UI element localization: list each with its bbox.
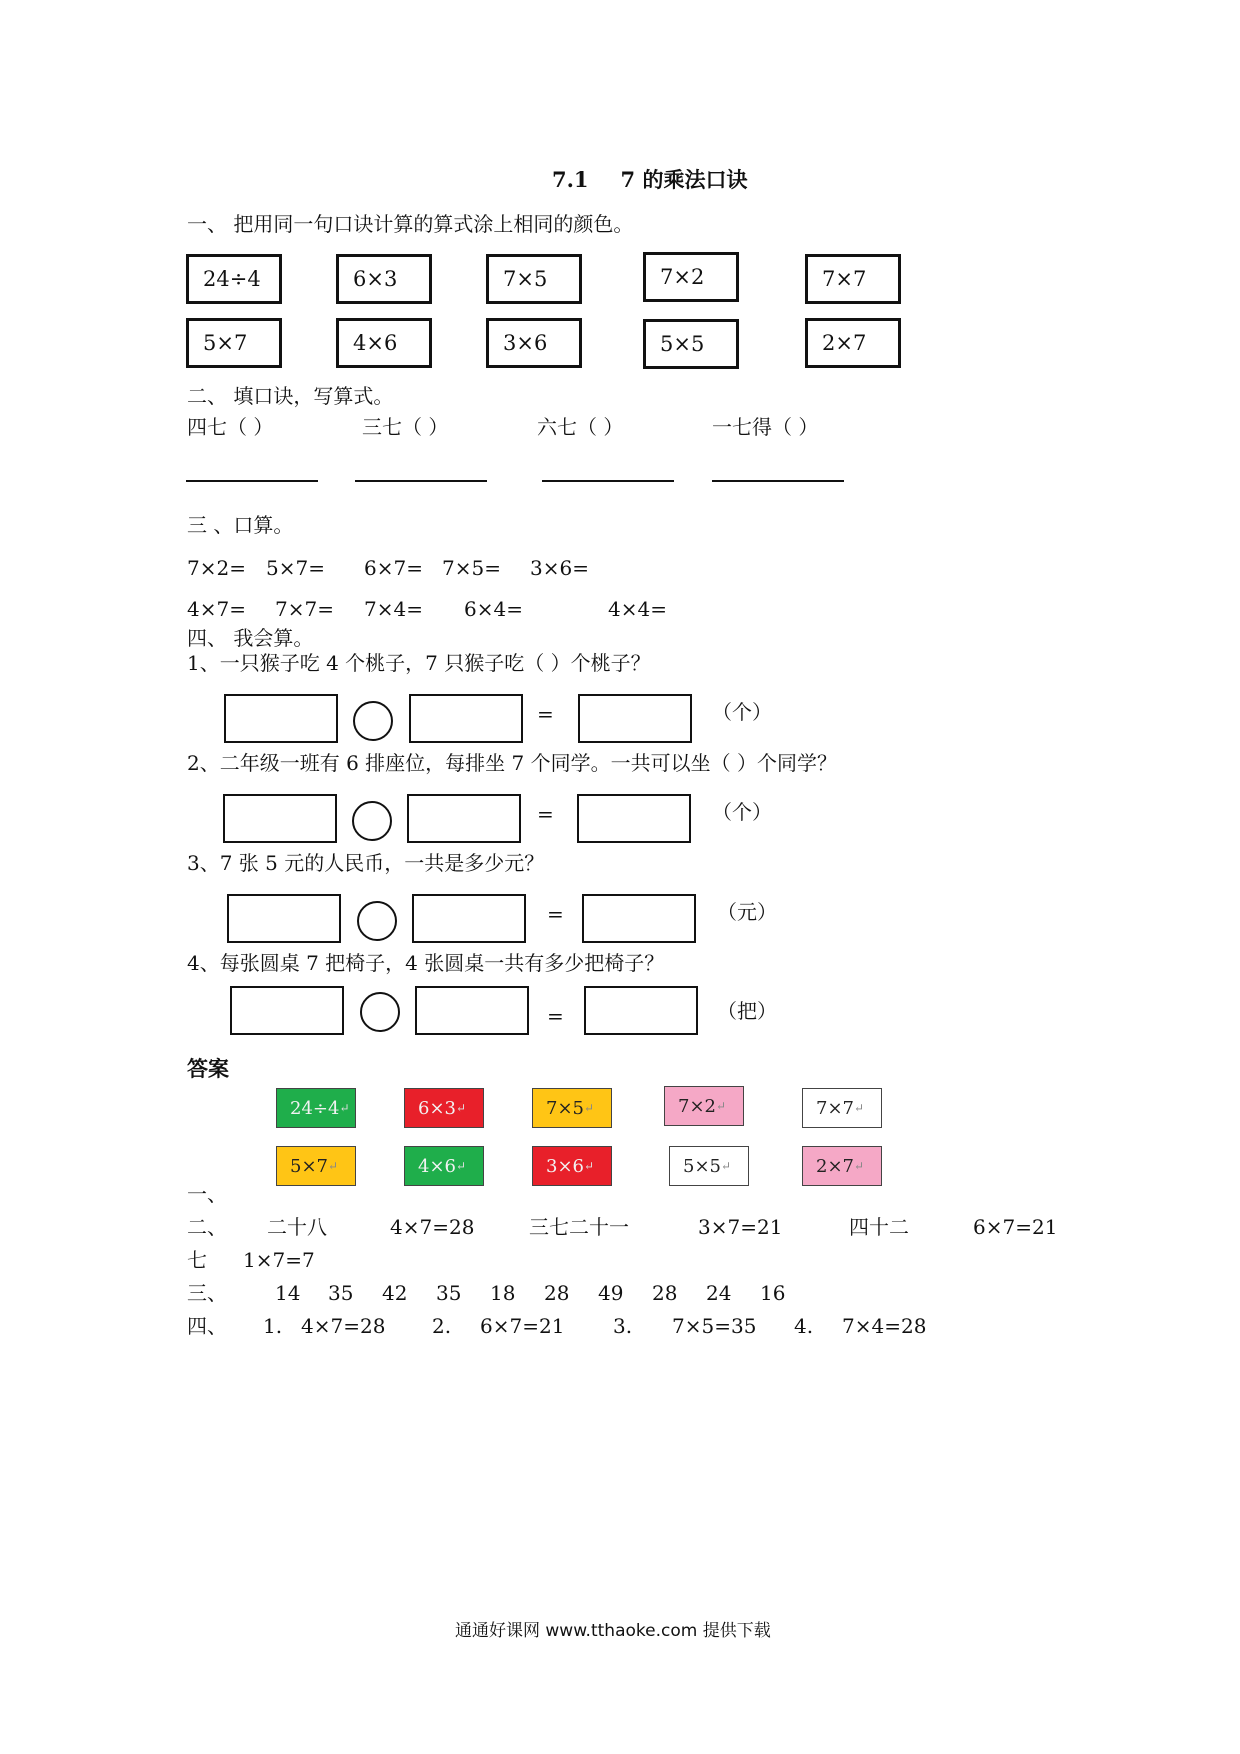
expr-box: 7×7 [805,254,901,304]
answer-value: 18 [490,1281,516,1305]
expr-box: 2×7 [805,318,901,368]
oral-item: 6×7= [364,556,423,580]
answer-line[interactable] [712,480,844,482]
unit-label: （个） [712,800,772,824]
unit-label: （元） [717,900,777,924]
return-mark-icon: ↵ [456,1101,467,1115]
section2-heading: 二、 填口诀，写算式。 [187,384,394,408]
answer-color-box [276,1146,356,1186]
answer-value: 28 [544,1281,570,1305]
answer-number: 4. [794,1314,814,1338]
answer-value: 35 [436,1281,462,1305]
title-text: 7 的乘法口诀 [620,167,748,192]
section3-heading: 三 、口算。 [187,513,294,537]
problem-text: 4、每张圆桌 7 把椅子，4 张圆桌一共有多少把椅子？ [187,951,665,975]
answer-equation: 6×7=21 [480,1314,565,1338]
return-mark-icon: ↵ [584,1159,595,1173]
return-mark-icon: ↵ [854,1159,865,1173]
answer-number: 2. [432,1314,452,1338]
answer-value: 42 [382,1281,408,1305]
answer-number: 3. [613,1314,633,1338]
answer-box-text: 7×7 [816,1097,854,1119]
answer-value: 49 [598,1281,624,1305]
factor-box[interactable] [227,894,341,943]
expr-box: 24÷4 [186,254,282,304]
answer-equation: 6×7=21 [973,1215,1058,1239]
unit-label: （把） [717,999,777,1023]
expr-box: 7×5 [486,254,582,304]
title-number: 7.1 [552,167,589,192]
answer-verse: 七 [187,1248,207,1272]
answer-box-text: 7×2 [678,1095,716,1117]
oral-item: 4×4= [608,597,667,621]
return-mark-icon: ↵ [328,1159,339,1173]
result-box[interactable] [584,986,698,1035]
expr-box: 3×6 [486,318,582,368]
expr-box: 5×7 [186,318,282,368]
fill-item: 三七（ ） [362,415,449,439]
answer-color-box [276,1088,356,1128]
answer-color-box [404,1088,484,1128]
return-mark-icon: ↵ [456,1159,467,1173]
oral-item: 5×7= [266,556,325,580]
fill-item: 四七（ ） [187,415,274,439]
answer-verse: 三七二十一 [529,1215,629,1239]
expr-box: 4×6 [336,318,432,368]
answer-label: 二、 [187,1215,227,1239]
answer-verse: 四十二 [849,1215,909,1239]
equals-sign: = [547,1004,564,1028]
answer-label: 四、 [187,1314,227,1338]
return-mark-icon: ↵ [854,1101,865,1115]
return-mark-icon: ↵ [721,1159,732,1173]
oral-item: 7×7= [275,597,334,621]
problem-text: 3、7 张 5 元的人民币，一共是多少元？ [187,851,545,875]
return-mark-icon: ↵ [716,1099,727,1113]
answer-equation: 4×7=28 [390,1215,475,1239]
problem-text: 1、一只猴子吃 4 个桃子，7 只猴子吃（ ）个桃子？ [187,651,651,675]
factor-box[interactable] [409,694,523,743]
answer-box-text: 5×7 [290,1155,328,1177]
answer-line[interactable] [355,480,487,482]
section4-heading: 四、 我会算。 [187,626,314,650]
oral-item: 7×5= [442,556,501,580]
factor-box[interactable] [223,794,337,843]
answer-equation: 7×5=35 [672,1314,757,1338]
factor-box[interactable] [412,894,526,943]
answer-color-box [532,1088,612,1128]
result-box[interactable] [582,894,696,943]
equals-sign: = [537,802,554,826]
answer-line-1-label: 一、 [187,1182,227,1206]
operator-circle[interactable] [353,701,393,741]
factor-box[interactable] [224,694,338,743]
answer-equation: 4×7=28 [301,1314,386,1338]
footer-text: 通通好课网 www.tthaoke.com 提供下载 [455,1621,771,1641]
equals-sign: = [547,902,564,926]
answer-value: 16 [760,1281,786,1305]
answer-line[interactable] [542,480,674,482]
answer-box-text: 5×5 [683,1155,721,1177]
answer-color-box [532,1146,612,1186]
oral-item: 4×7= [187,597,246,621]
result-box[interactable] [578,694,692,743]
answer-line[interactable] [186,480,318,482]
oral-item: 7×2= [187,556,246,580]
answer-number: 1. [263,1314,283,1338]
answer-color-box [802,1146,882,1186]
operator-circle[interactable] [360,992,400,1032]
answer-value: 35 [328,1281,354,1305]
oral-item: 6×4= [464,597,523,621]
expr-box: 6×3 [336,254,432,304]
fill-item: 一七得（ ） [712,415,819,439]
factor-box[interactable] [407,794,521,843]
problem-text: 2、二年级一班有 6 排座位，每排坐 7 个同学。一共可以坐（ ）个同学？ [187,751,837,775]
factor-box[interactable] [415,986,529,1035]
factor-box[interactable] [230,986,344,1035]
answer-value: 28 [652,1281,678,1305]
answer-box-text: 2×7 [816,1155,854,1177]
oral-item: 7×4= [364,597,423,621]
answer-box-text: 24÷4 [290,1097,340,1119]
answer-box-text: 6×3 [418,1097,456,1119]
answer-value: 24 [706,1281,732,1305]
answers-heading: 答案 [187,1057,229,1081]
answer-color-box [669,1146,749,1186]
answer-box-text: 4×6 [418,1155,456,1177]
answer-box-text: 7×5 [546,1097,584,1119]
answer-verse: 二十八 [267,1215,327,1239]
answer-color-box [664,1086,744,1126]
unit-label: （个） [712,700,772,724]
answer-equation: 1×7=7 [243,1248,315,1272]
page-title [552,164,747,194]
expr-box: 7×2 [643,252,739,302]
answer-equation: 7×4=28 [842,1314,927,1338]
fill-item: 六七（ ） [537,415,624,439]
answer-color-box [404,1146,484,1186]
equals-sign: = [537,702,554,726]
answer-box-text: 3×6 [546,1155,584,1177]
operator-circle[interactable] [352,801,392,841]
result-box[interactable] [577,794,691,843]
expr-box: 5×5 [643,319,739,369]
answer-equation: 3×7=21 [698,1215,783,1239]
answer-value: 14 [275,1281,301,1305]
section1-heading: 一、 把用同一句口诀计算的算式涂上相同的颜色。 [187,212,634,236]
return-mark-icon: ↵ [584,1101,595,1115]
answer-label: 三、 [187,1281,227,1305]
oral-item: 3×6= [530,556,589,580]
return-mark-icon: ↵ [339,1101,350,1115]
answer-color-box [802,1088,882,1128]
operator-circle[interactable] [357,901,397,941]
